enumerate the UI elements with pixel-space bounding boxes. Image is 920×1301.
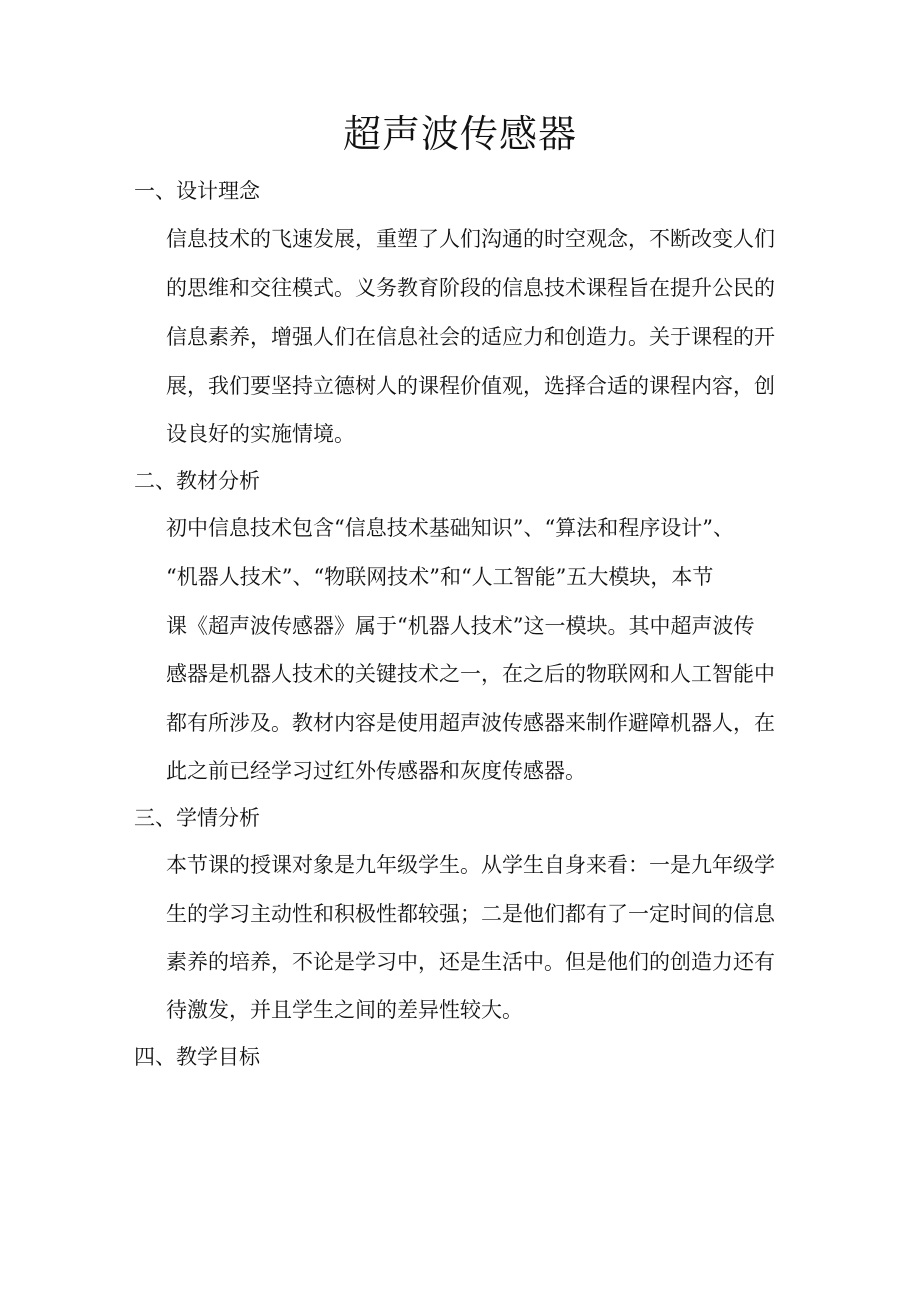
paragraph-line: 初中信息技术包含“信息技术基础知识”、“算法和程序设计”、 — [166, 516, 734, 540]
section-heading-textbook-analysis: 二、教材分析 — [134, 469, 260, 493]
paragraph-line: 信息技术的飞速发展，重塑了人们沟通的时空观念，不断改变人们 — [166, 227, 775, 251]
paragraph-line: 此之前已经学习过红外传感器和灰度传感器。 — [166, 759, 586, 783]
paragraph-line: 待激发，并且学生之间的差异性较大。 — [166, 998, 523, 1022]
paragraph-line: 本节课的授课对象是九年级学生。从学生自身来看：一是九年级学 — [166, 853, 775, 877]
paragraph-line: 生的学习主动性和积极性都较强；二是他们都有了一定时间的信息 — [166, 902, 775, 926]
section-heading-student-analysis: 三、学情分析 — [134, 806, 260, 830]
paragraph-line: 课《超声波传感器》属于“机器人技术”这一模块。其中超声波传 — [166, 614, 755, 638]
paragraph-line: 都有所涉及。教材内容是使用超声波传感器来制作避障机器人，在 — [166, 711, 775, 735]
document-title: 超声波传感器 — [342, 112, 577, 156]
paragraph-line: 信息素养，增强人们在信息社会的适应力和创造力。关于课程的开 — [166, 325, 775, 349]
section-heading-teaching-objectives: 四、教学目标 — [134, 1045, 260, 1069]
paragraph-line: 素养的培养，不论是学习中，还是生活中。但是他们的创造力还有 — [166, 950, 775, 974]
section-heading-design-concept: 一、设计理念 — [134, 179, 260, 203]
paragraph-line: 的思维和交往模式。义务教育阶段的信息技术课程旨在提升公民的 — [166, 276, 775, 300]
paragraph-line: 感器是机器人技术的关键技术之一，在之后的物联网和人工智能中 — [166, 662, 775, 686]
paragraph-line: 设良好的实施情境。 — [166, 422, 355, 446]
paragraph-line: 展，我们要坚持立德树人的课程价值观，选择合适的课程内容，创 — [166, 374, 775, 398]
paragraph-line: “机器人技术”、“物联网技术”和“人工智能”五大模块，本节 — [166, 565, 714, 589]
